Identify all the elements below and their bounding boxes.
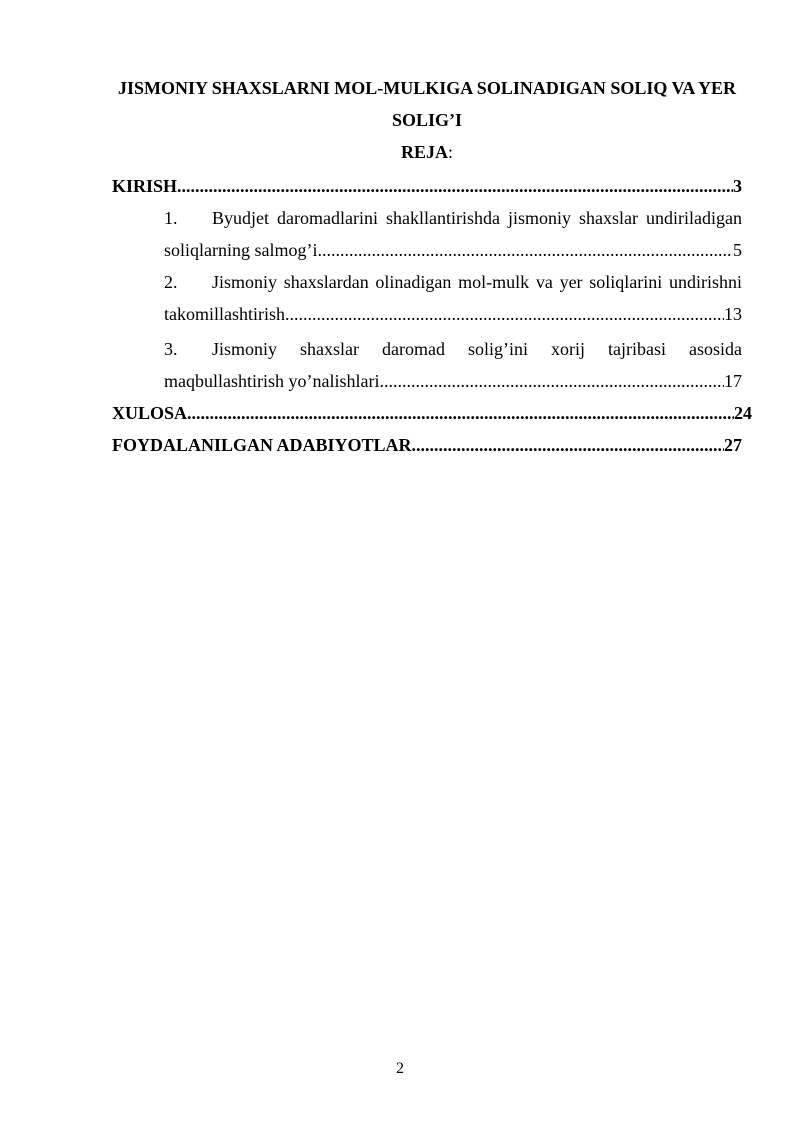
page-number: 2: [396, 1060, 404, 1077]
toc-references-label: FOYDALANILGAN ADABIYOTLAR: [112, 435, 412, 455]
toc-item-3-number: 3.: [164, 339, 178, 359]
toc-leader: [379, 365, 724, 397]
toc-intro-label: KIRISH: [112, 176, 178, 196]
toc-item-1-line1: [164, 202, 742, 234]
toc-intro-page: 3: [733, 176, 742, 196]
toc-item-1-text: Byudjet daromadlarini shakllantirishda jismoniy shaxslar undiriladigan: [212, 208, 742, 228]
toc-leader: [285, 298, 724, 330]
toc-leader: [317, 234, 733, 266]
toc-item-3-page: 17: [724, 371, 742, 391]
toc-item-1-page: 5: [733, 240, 742, 260]
toc-conclusion-page: 24: [734, 403, 752, 423]
document-title: JISMONIY SHAXSLARNI MOL-MULKIGA SOLINADIGAN SOLIQ VA YER SOLIG’I: [117, 78, 737, 130]
toc-item-2-text-cont: takomillashtirish: [164, 304, 285, 324]
toc-conclusion: [112, 397, 752, 429]
toc-references-page: 27: [724, 435, 742, 455]
toc-item-2-page: 13: [724, 304, 742, 324]
toc-item-3-text: Jismoniy shaxslar daromad solig’ini xorij tajribasi asosida: [212, 339, 742, 359]
plan-colon: :: [448, 142, 454, 162]
toc-item-2-text: Jismoniy shaxslardan olinadigan mol-mulk va yer soliqlarini undirishni: [212, 272, 742, 292]
toc-leader: [177, 170, 733, 202]
toc-conclusion-label: XULOSA: [112, 403, 188, 423]
toc-intro: [112, 170, 742, 202]
toc-item-3-line1: [164, 333, 742, 365]
toc-item-3-line2: [164, 365, 742, 397]
toc-leader: [187, 397, 734, 429]
toc-references: [112, 429, 742, 461]
toc-item-3-text-cont: maqbullashtirish yo’nalishlari: [164, 371, 380, 391]
toc-leader: [412, 429, 724, 461]
toc-item-2-line2: [164, 298, 742, 330]
toc-item-2-number: 2.: [164, 272, 178, 292]
plan-heading: [112, 136, 742, 168]
toc-item-1-number: 1.: [164, 208, 178, 228]
toc-item-1-line2: [164, 234, 742, 266]
plan-label: REJA: [400, 142, 448, 162]
toc-item-1-text-cont: soliqlarning salmog’i: [164, 240, 318, 260]
toc-item-2-line1: [164, 266, 742, 298]
